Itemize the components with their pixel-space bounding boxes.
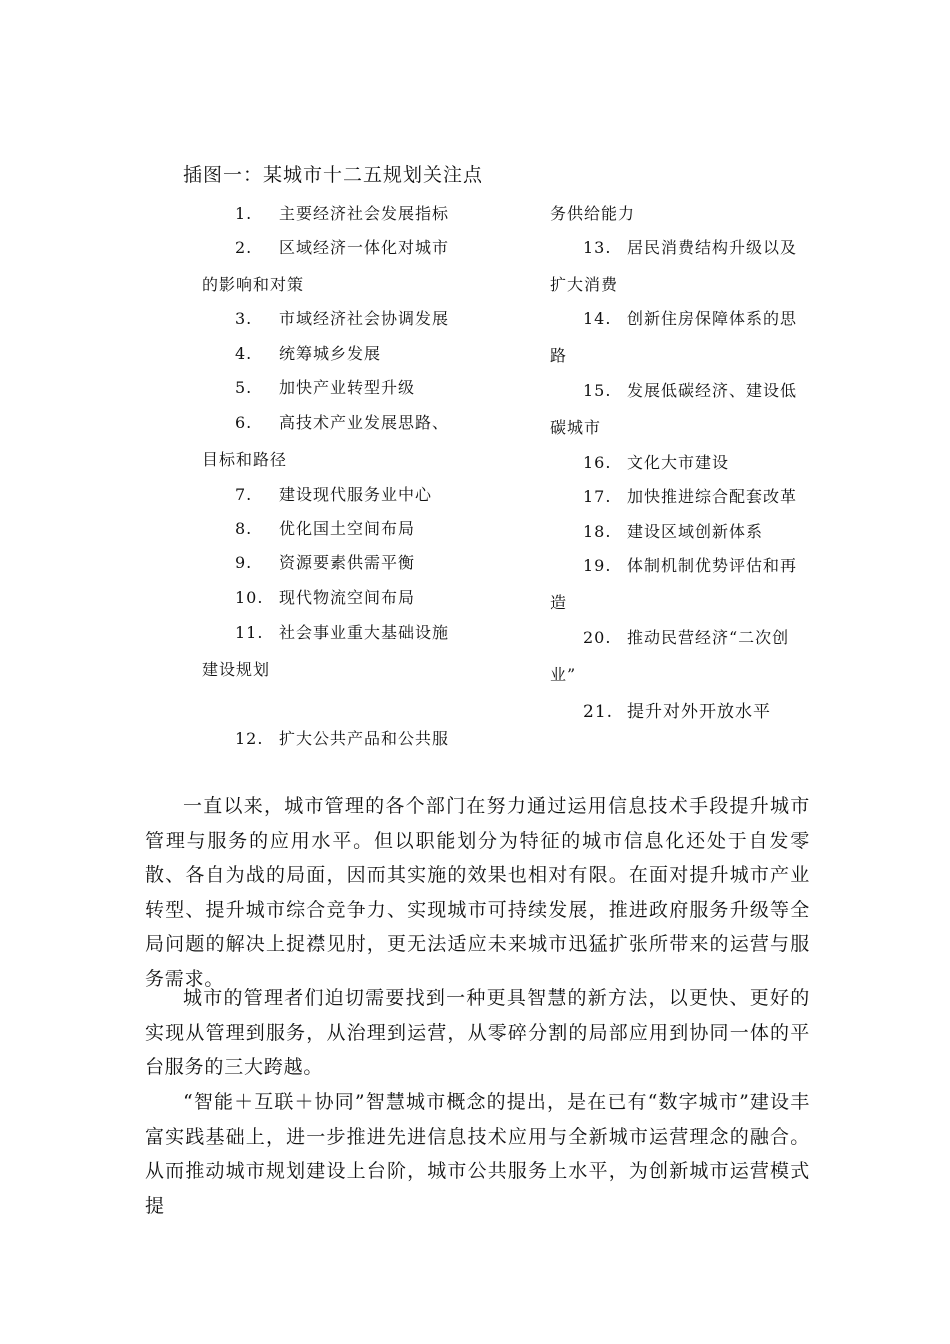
list-item <box>235 375 415 398</box>
list-item-number: 5. <box>235 378 253 397</box>
list-item-number: 18. <box>583 522 612 541</box>
list-item-number: 16. <box>583 453 612 472</box>
list-item-continuation: 造 <box>550 593 568 612</box>
list-item-continuation: 业” <box>550 665 577 684</box>
body-paragraph: “智能＋互联＋协同”智慧城市概念的提出，是在已有“数字城市”建设丰富实践基础上，进一步推进先进信息技术应用与全新城市运营理念的融合。从而推动城市规划建设上台阶，城市公共服务上水平，为创新城市运营模式提 <box>145 1091 810 1217</box>
list-item-number: 7. <box>235 485 253 504</box>
list-item <box>583 625 789 648</box>
list-item-number: 19. <box>583 556 612 575</box>
list-item-text: 统筹城乡发展 <box>279 344 382 363</box>
list-item <box>583 450 729 473</box>
list-item-number: 15. <box>583 381 612 400</box>
list-item-text: 发展低碳经济、建设低 <box>627 381 798 400</box>
list-item <box>235 550 415 573</box>
list-item-text: 区域经济一体化对城市 <box>279 238 450 257</box>
list-item-number: 8. <box>235 519 253 538</box>
list-item-text: 扩大公共产品和公共服 <box>279 729 450 748</box>
list-item-text: 建设现代服务业中心 <box>279 485 433 504</box>
list-item-text: 高技术产业发展思路、 <box>279 413 450 432</box>
list-item-text: 提升对外开放水平 <box>627 702 771 722</box>
figure-caption: 插图一：某城市十二五规划关注点 <box>183 164 484 186</box>
list-item-number: 1. <box>235 204 253 223</box>
list-item-text: 主要经济社会发展指标 <box>279 204 450 223</box>
list-item <box>583 306 797 329</box>
list-item-text: 现代物流空间布局 <box>279 588 416 607</box>
list-item-number: 6. <box>235 413 253 432</box>
list-item-number: 10. <box>235 588 264 607</box>
list-item <box>583 519 763 542</box>
list-item-continuation: 扩大消费 <box>550 275 619 294</box>
list-item-text: 居民消费结构升级以及 <box>627 238 798 257</box>
list-item <box>235 410 449 433</box>
list-item <box>235 585 415 608</box>
body-paragraph: 城市的管理者们迫切需要找到一种更具智慧的新方法，以更快、更好的实现从管理到服务，从治理到运营，从零碎分割的局部应用到协同一体的平台服务的三大跨越。 <box>145 987 810 1078</box>
list-item <box>235 341 381 364</box>
list-item-continuation: 目标和路径 <box>202 450 288 469</box>
list-item-text: 资源要素供需平衡 <box>279 553 416 572</box>
list-item <box>235 482 432 505</box>
list-item <box>583 235 797 258</box>
list-item <box>235 726 449 749</box>
list-item-number: 21. <box>583 702 614 722</box>
list-item-text: 体制机制优势评估和再 <box>627 556 798 575</box>
list-item-text: 优化国土空间布局 <box>279 519 416 538</box>
list-item-text: 文化大市建设 <box>627 453 730 472</box>
list-item-number: 17. <box>583 487 612 506</box>
list-item-number: 12. <box>235 729 264 748</box>
list-item-number: 11. <box>235 623 264 642</box>
list-item <box>583 553 797 576</box>
list-item-number: 3. <box>235 309 253 328</box>
list-item-text: 加快产业转型升级 <box>279 378 416 397</box>
list-item <box>583 697 771 722</box>
list-item-text: 建设区域创新体系 <box>627 522 764 541</box>
list-item-text: 市域经济社会协调发展 <box>279 309 450 328</box>
list-item-continuation: 碳城市 <box>550 418 602 437</box>
body-paragraph: 一直以来，城市管理的各个部门在努力通过运用信息技术手段提升城市管理与服务的应用水平。但以职能划分为特征的城市信息化还处于自发零散、各自为战的局面，因而其实施的效果也相对有限。在面对提升城市产业转型、提升城市综合竞争力、实现城市可持续发展，推进政府服务升级等全局问题的解决上捉襟见肘，更无法适应未来城市迅猛扩张所带来的运营与服务需求。 <box>145 795 810 990</box>
list-item-number: 14. <box>583 309 612 328</box>
list-item <box>583 484 797 507</box>
list-item-number: 2. <box>235 238 253 257</box>
list-item <box>235 235 449 258</box>
list-item-continuation: 路 <box>550 346 568 365</box>
list-item-number: 20. <box>583 628 612 647</box>
list-item-number: 9. <box>235 553 253 572</box>
list-item <box>235 306 449 329</box>
list-item-number: 13. <box>583 238 612 257</box>
list-item-text: 加快推进综合配套改革 <box>627 487 798 506</box>
list-item-text: 社会事业重大基础设施 <box>279 623 450 642</box>
list-item <box>583 378 797 401</box>
list-item-continuation: 务供给能力 <box>550 204 636 223</box>
list-item <box>235 201 449 224</box>
list-item <box>235 516 415 539</box>
list-item-text: 推动民营经济“二次创 <box>627 628 790 647</box>
list-item <box>235 620 449 643</box>
list-item-continuation: 建设规划 <box>202 660 271 679</box>
list-item-number: 4. <box>235 344 253 363</box>
list-item-continuation: 的影响和对策 <box>202 275 305 294</box>
list-item-text: 创新住房保障体系的思 <box>627 309 798 328</box>
